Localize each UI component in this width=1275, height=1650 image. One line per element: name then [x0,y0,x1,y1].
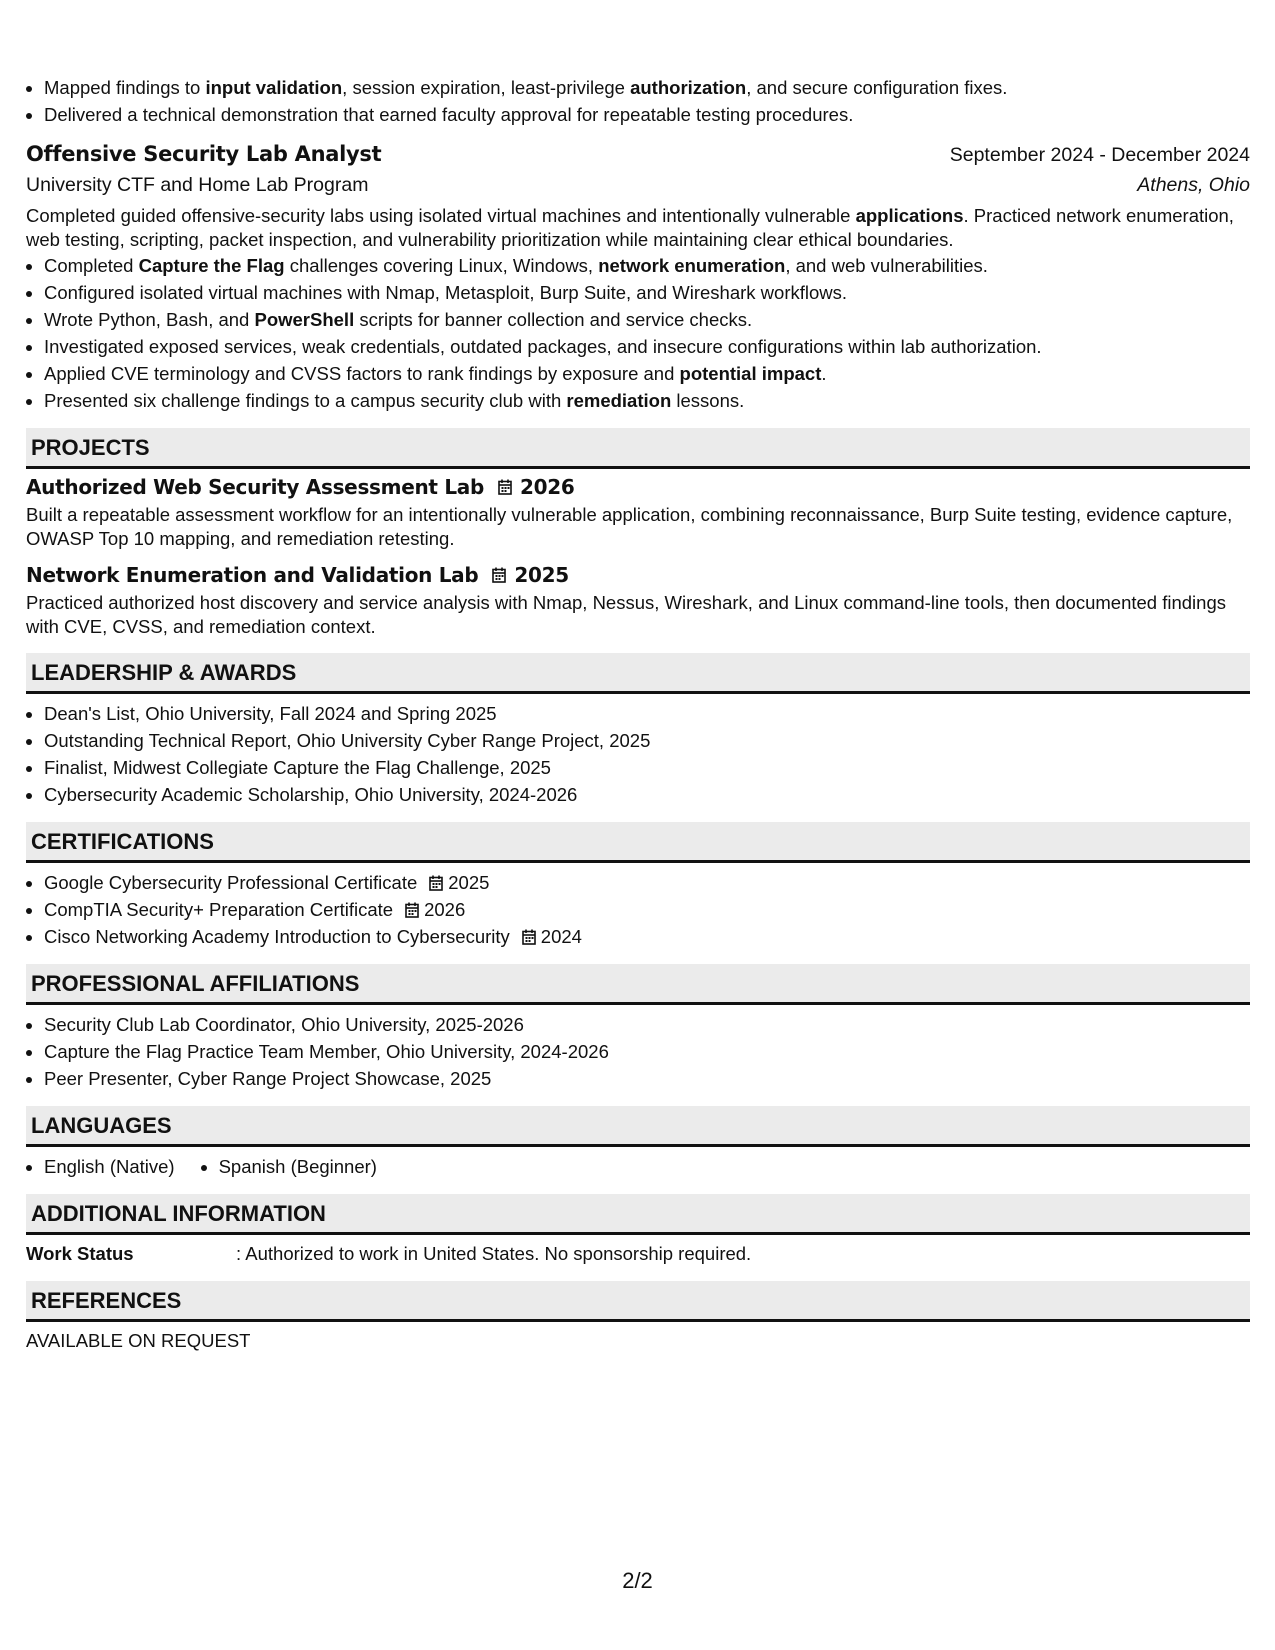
list-item: • Spanish (Beginner) [219,1153,377,1180]
list-item: • Configured isolated virtual machines with Nmap, Metasploit, Burp Suite, and Wireshark workflows. [44,279,1250,306]
list-item: • Peer Presenter, Cyber Range Project Showcase, 2025 [44,1065,1250,1092]
references-text: AVAILABLE ON REQUEST [26,1330,251,1351]
section-heading-projects: PROJECTS [26,428,1250,469]
list-item [44,869,1250,896]
job-dates: September 2024 - December 2024 [949,144,1250,166]
page-number: 2/2 [622,1568,653,1593]
certifications-list [26,869,1250,950]
calendar-icon [498,479,512,495]
work-status-row [26,1241,1250,1267]
calendar-icon [429,875,443,891]
list-item: • Security Club Lab Coordinator, Ohio University, 2025-2026 [44,1011,1250,1038]
list-item: • Wrote Python, Bash, and PowerShell scripts for banner collection and service checks. [44,306,1250,333]
list-item: • Dean's List, Ohio University, Fall 2024 and Spring 2025 [44,700,1250,727]
job-title: Offensive Security Lab Analyst [26,142,382,166]
certification-year: 2026 [424,899,466,920]
job-entry [26,142,1250,414]
job-summary: Completed guided offensive-security labs using isolated virtual machines and intentionally vulnerable applications. Practiced network enumeration, web testing, scripting, packet inspection, and vulnerability prioritization while maintaining clear ethical boundaries. [26,205,1234,250]
list-item: • Cybersecurity Academic Scholarship, Ohio University, 2024-2026 [44,781,1250,808]
job-organization: University CTF and Home Lab Program [26,174,369,196]
languages-list [26,1153,1250,1180]
calendar-icon [522,929,536,945]
work-status-label: Work Status [26,1243,134,1264]
certification-year: 2025 [448,872,490,893]
list-item: • Presented six challenge findings to a campus security club with remediation lessons. [44,387,1250,414]
section-heading-affiliations: PROFESSIONAL AFFILIATIONS [26,964,1250,1005]
list-item: • Outstanding Technical Report, Ohio University Cyber Range Project, 2025 [44,727,1250,754]
job-location: Athens, Ohio [1137,174,1250,196]
project-description: Practiced authorized host discovery and service analysis with Nmap, Nessus, Wireshark, and Linux command-line tools, then documented findings with CVE, CVSS, and remediation context. [26,592,1226,637]
job-bullets [26,252,1250,414]
project-title: Authorized Web Security Assessment Lab [26,475,484,499]
project-year: 2026 [519,475,575,499]
list-item [44,896,1250,923]
list-item: • Mapped findings to input validation, session expiration, least-privilege authorization, and secure configuration fixes. [44,74,1250,101]
list-item: • Investigated exposed services, weak credentials, outdated packages, and insecure configurations within lab authorization. [44,333,1250,360]
project-entry [26,475,1250,551]
leadership-list [26,700,1250,808]
list-item: • English (Native) [44,1153,175,1180]
list-item [44,923,1250,950]
project-title: Network Enumeration and Validation Lab [26,563,479,587]
project-entry [26,563,1250,639]
certification-name: Google Cybersecurity Professional Certificate [44,872,418,893]
project-year: 2025 [514,563,569,587]
project-description: Built a repeatable assessment workflow for an intentionally vulnerable application, combining reconnaissance, Burp Suite testing, evidence capture, OWASP Top 10 mapping, and remediation retesting. [26,504,1233,549]
list-item: • Finalist, Midwest Collegiate Capture the Flag Challenge, 2025 [44,754,1250,781]
list-item: • Applied CVE terminology and CVSS factors to rank findings by exposure and potential impact. [44,360,1250,387]
section-heading-languages: LANGUAGES [26,1106,1250,1147]
calendar-icon [492,567,506,583]
work-status-value: : Authorized to work in United States. No sponsorship required. [236,1243,752,1264]
certification-year: 2024 [540,926,582,947]
affiliations-list [26,1011,1250,1092]
section-heading-leadership: LEADERSHIP & AWARDS [26,653,1250,694]
certification-name: CompTIA Security+ Preparation Certificate [44,899,394,920]
list-item: • Capture the Flag Practice Team Member, Ohio University, 2024-2026 [44,1038,1250,1065]
list-item: • Delivered a technical demonstration that earned faculty approval for repeatable testing procedures. [44,101,1250,128]
list-item: • Completed Capture the Flag challenges covering Linux, Windows, network enumeration, and web vulnerabilities. [44,252,1250,279]
top-bullets [26,74,1250,128]
certification-name: Cisco Networking Academy Introduction to Cybersecurity [44,926,510,947]
calendar-icon [405,902,419,918]
section-heading-additional: ADDITIONAL INFORMATION [26,1194,1250,1235]
section-heading-references: REFERENCES [26,1281,1250,1322]
section-heading-certifications: CERTIFICATIONS [26,822,1250,863]
resume-page [26,74,1250,1354]
